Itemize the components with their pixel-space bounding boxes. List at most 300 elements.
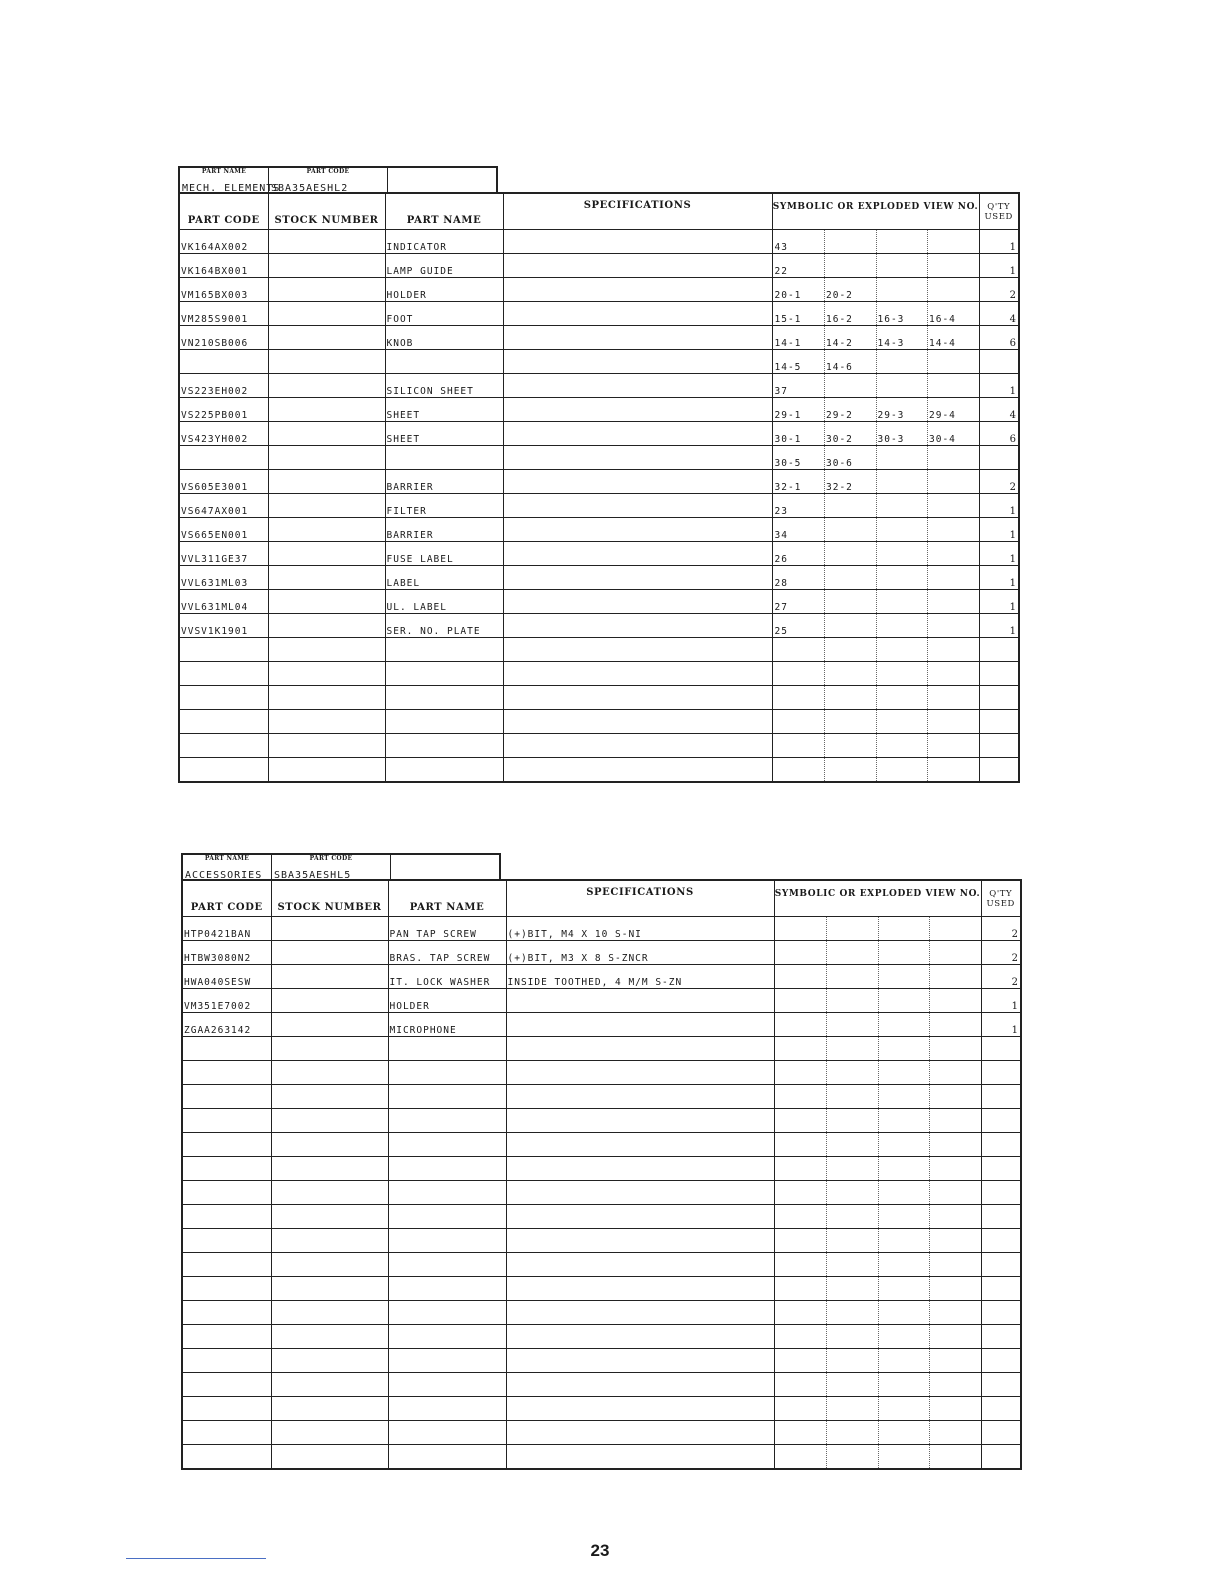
qty-used-cell: 4 bbox=[979, 398, 1019, 422]
view-no-entry bbox=[928, 662, 979, 685]
table-row bbox=[182, 1373, 1021, 1397]
view-no-entry: 20-2 bbox=[825, 278, 877, 301]
view-no-entry bbox=[879, 1133, 931, 1156]
qty-used-cell: 2 bbox=[979, 278, 1019, 302]
specifications-cell bbox=[503, 638, 772, 662]
stock-number-cell bbox=[271, 1397, 388, 1421]
view-no-entry bbox=[827, 989, 879, 1012]
col-symbolic-view-no: SYMBOLIC OR EXPLODED VIEW NO. bbox=[772, 193, 979, 230]
view-no-entry bbox=[827, 1205, 879, 1228]
symbolic-view-grid bbox=[774, 566, 979, 589]
symbolic-view-grid bbox=[774, 230, 979, 253]
view-no-entry bbox=[928, 518, 979, 541]
symbolic-view-grid bbox=[776, 1277, 981, 1300]
view-no-entry: 14-3 bbox=[877, 326, 929, 349]
stock-number-cell bbox=[271, 1013, 388, 1037]
stock-number-cell bbox=[271, 1109, 388, 1133]
view-no-entry bbox=[825, 542, 877, 565]
specifications-cell bbox=[506, 1373, 774, 1397]
symbolic-view-cell bbox=[772, 422, 979, 446]
symbolic-view-cell bbox=[774, 1325, 981, 1349]
view-no-entry bbox=[930, 1037, 981, 1060]
view-no-entry: 30-6 bbox=[825, 446, 877, 469]
view-no-entry: 32-2 bbox=[825, 470, 877, 493]
part-name-cell bbox=[385, 686, 503, 710]
qty-used-cell bbox=[979, 662, 1019, 686]
view-no-entry bbox=[827, 1253, 879, 1276]
stock-number-cell bbox=[271, 1229, 388, 1253]
specifications-cell bbox=[506, 1037, 774, 1061]
stock-number-cell bbox=[268, 350, 385, 374]
view-no-entry bbox=[928, 350, 979, 373]
symbolic-view-grid bbox=[774, 446, 979, 469]
table-row bbox=[182, 1253, 1021, 1277]
part-name-cell bbox=[388, 1301, 506, 1325]
specifications-cell bbox=[506, 1301, 774, 1325]
specifications-cell bbox=[506, 1325, 774, 1349]
qty-used-cell: 6 bbox=[979, 422, 1019, 446]
specifications-cell bbox=[506, 1061, 774, 1085]
table-row bbox=[179, 230, 1019, 254]
part-code-cell: VK164BX001 bbox=[179, 254, 268, 278]
qty-used-cell: 2 bbox=[981, 917, 1021, 941]
view-no-entry bbox=[879, 1253, 931, 1276]
symbolic-view-grid bbox=[776, 1133, 981, 1156]
view-no-entry: 29-1 bbox=[774, 398, 826, 421]
part-name-cell: HOLDER bbox=[385, 278, 503, 302]
view-no-entry bbox=[774, 662, 826, 685]
specifications-cell bbox=[503, 278, 772, 302]
part-code-cell bbox=[179, 710, 268, 734]
table-row bbox=[179, 494, 1019, 518]
col-specifications: SPECIFICATIONS bbox=[506, 880, 774, 917]
view-no-entry: 14-2 bbox=[825, 326, 877, 349]
table-row bbox=[179, 590, 1019, 614]
part-name-cell: LABEL bbox=[385, 566, 503, 590]
part-code-cell: HWA040SESW bbox=[182, 965, 271, 989]
specifications-cell bbox=[503, 230, 772, 254]
specifications-cell bbox=[506, 1421, 774, 1445]
table-row bbox=[182, 1037, 1021, 1061]
view-no-entry bbox=[877, 758, 929, 781]
view-no-entry bbox=[928, 566, 979, 589]
stock-number-cell bbox=[271, 1445, 388, 1470]
view-no-entry bbox=[879, 1205, 931, 1228]
view-no-entry bbox=[776, 941, 828, 964]
view-no-entry: 23 bbox=[774, 494, 826, 517]
part-name-cell: SER. NO. PLATE bbox=[385, 614, 503, 638]
symbolic-view-grid bbox=[774, 758, 979, 781]
symbolic-view-cell bbox=[774, 1037, 981, 1061]
part-name-cell bbox=[388, 1181, 506, 1205]
symbolic-view-cell bbox=[774, 917, 981, 941]
view-no-entry: 15-1 bbox=[774, 302, 826, 325]
view-no-entry: 22 bbox=[774, 254, 826, 277]
view-no-entry: 29-4 bbox=[929, 410, 956, 421]
view-no-entry: 16-4 bbox=[929, 314, 956, 325]
qty-used-cell bbox=[981, 1085, 1021, 1109]
specifications-cell bbox=[503, 734, 772, 758]
view-no-entry bbox=[827, 1397, 879, 1420]
symbolic-view-cell bbox=[772, 278, 979, 302]
view-no-entry bbox=[825, 734, 877, 757]
table-row bbox=[182, 1013, 1021, 1037]
footer-rule bbox=[126, 1558, 266, 1559]
qty-used-cell: 2 bbox=[979, 470, 1019, 494]
symbolic-view-grid bbox=[776, 1397, 981, 1420]
view-no-entry bbox=[877, 254, 929, 277]
view-no-entry bbox=[827, 1277, 879, 1300]
view-no-entry bbox=[827, 941, 879, 964]
view-no-entry bbox=[928, 590, 979, 613]
view-no-entry: 30-5 bbox=[774, 446, 826, 469]
table-row bbox=[182, 1085, 1021, 1109]
view-no-entry bbox=[776, 1061, 828, 1084]
table-row bbox=[179, 710, 1019, 734]
specifications-cell bbox=[503, 350, 772, 374]
view-no-entry bbox=[877, 542, 929, 565]
table-row bbox=[179, 254, 1019, 278]
view-no-entry bbox=[879, 1229, 931, 1252]
qty-label-line2: USED bbox=[984, 211, 1013, 222]
view-no-entry bbox=[928, 446, 979, 469]
part-code-cell bbox=[182, 1229, 271, 1253]
specifications-cell: (+)BIT, M3 X 8 S-ZNCR bbox=[506, 941, 774, 965]
part-code-cell bbox=[182, 1349, 271, 1373]
table-header-row bbox=[179, 193, 1019, 230]
qty-used-cell bbox=[981, 1373, 1021, 1397]
view-no-entry bbox=[825, 638, 877, 661]
part-name-cell bbox=[385, 350, 503, 374]
view-no-entry bbox=[827, 917, 879, 940]
symbolic-view-grid bbox=[776, 989, 981, 1012]
view-no-entry bbox=[827, 965, 879, 988]
symbolic-view-grid bbox=[774, 326, 979, 349]
symbolic-view-cell bbox=[772, 758, 979, 783]
qty-used-cell bbox=[981, 1253, 1021, 1277]
part-name-cell: FOOT bbox=[385, 302, 503, 326]
specifications-cell bbox=[506, 1205, 774, 1229]
symbolic-view-grid bbox=[774, 638, 979, 661]
part-name-cell: HOLDER bbox=[388, 989, 506, 1013]
stock-number-cell bbox=[268, 566, 385, 590]
specifications-cell bbox=[506, 1277, 774, 1301]
table-row bbox=[182, 1301, 1021, 1325]
view-no-entry bbox=[776, 1229, 828, 1252]
symbolic-view-cell bbox=[774, 941, 981, 965]
view-no-entry bbox=[928, 638, 979, 661]
qty-used-cell bbox=[981, 1157, 1021, 1181]
view-no-entry: 14-6 bbox=[825, 350, 877, 373]
view-no-entry bbox=[825, 710, 877, 733]
view-no-entry bbox=[776, 1109, 828, 1132]
part-name-caption: PART NAME bbox=[204, 855, 250, 862]
qty-used-cell: 1 bbox=[979, 542, 1019, 566]
symbolic-view-grid bbox=[774, 374, 979, 397]
view-no-entry bbox=[930, 1133, 981, 1156]
view-no-entry bbox=[877, 686, 929, 709]
part-name-cell: BARRIER bbox=[385, 470, 503, 494]
view-no-entry bbox=[776, 1397, 828, 1420]
view-no-entry bbox=[930, 989, 981, 1012]
specifications-cell bbox=[503, 758, 772, 783]
specifications-cell bbox=[503, 374, 772, 398]
part-code-cell: VVL311GE37 bbox=[179, 542, 268, 566]
part-code-cell bbox=[179, 734, 268, 758]
qty-used-cell bbox=[979, 350, 1019, 374]
part-name-cell bbox=[388, 1229, 506, 1253]
view-no-entry bbox=[879, 1373, 931, 1396]
view-no-entry bbox=[827, 1109, 879, 1132]
view-no-entry bbox=[877, 566, 929, 589]
view-no-entry bbox=[879, 1445, 931, 1468]
qty-used-cell: 6 bbox=[979, 326, 1019, 350]
table-header-row bbox=[182, 880, 1021, 917]
symbolic-view-grid bbox=[774, 734, 979, 757]
stock-number-cell bbox=[268, 758, 385, 783]
part-name-cell bbox=[385, 638, 503, 662]
stock-number-cell bbox=[271, 1085, 388, 1109]
part-code-cell: VM351E7002 bbox=[182, 989, 271, 1013]
part-code-cell bbox=[182, 1445, 271, 1470]
view-no-entry bbox=[930, 1229, 981, 1252]
part-name-cell bbox=[385, 662, 503, 686]
symbolic-view-cell bbox=[772, 494, 979, 518]
qty-used-cell bbox=[981, 1181, 1021, 1205]
table-row bbox=[182, 1277, 1021, 1301]
qty-used-cell bbox=[981, 1109, 1021, 1133]
part-name-cell bbox=[388, 1109, 506, 1133]
view-no-entry bbox=[776, 989, 828, 1012]
part-name-cell: MICROPHONE bbox=[388, 1013, 506, 1037]
table-row bbox=[182, 965, 1021, 989]
symbolic-view-cell bbox=[772, 302, 979, 326]
stock-number-cell bbox=[268, 374, 385, 398]
qty-label-line1: Q'TY bbox=[987, 201, 1011, 212]
table-row bbox=[182, 1397, 1021, 1421]
view-no-entry bbox=[930, 1277, 981, 1300]
view-no-entry bbox=[930, 1349, 981, 1372]
symbolic-view-cell bbox=[774, 965, 981, 989]
view-no-entry bbox=[827, 1157, 879, 1180]
part-code-cell bbox=[179, 638, 268, 662]
part-code-cell bbox=[182, 1181, 271, 1205]
specifications-cell bbox=[503, 710, 772, 734]
part-code-cell bbox=[182, 1133, 271, 1157]
view-no-entry bbox=[930, 917, 981, 940]
part-code-cell: HTP0421BAN bbox=[182, 917, 271, 941]
part-code-cell bbox=[179, 686, 268, 710]
view-no-entry bbox=[930, 1301, 981, 1324]
part-name-value: ACCESSORIES bbox=[185, 870, 263, 881]
view-no-entry bbox=[827, 1229, 879, 1252]
blank-header-cell bbox=[388, 168, 496, 194]
view-no-entry bbox=[930, 1157, 981, 1180]
view-no-entry bbox=[776, 1085, 828, 1108]
qty-used-cell: 2 bbox=[981, 941, 1021, 965]
specifications-cell bbox=[503, 446, 772, 470]
part-code-cell: VS647AX001 bbox=[179, 494, 268, 518]
specifications-cell bbox=[506, 1397, 774, 1421]
view-no-entry bbox=[879, 1037, 931, 1060]
part-name-cell bbox=[385, 758, 503, 783]
qty-label-line2: USED bbox=[986, 898, 1015, 909]
part-code-cell bbox=[182, 1373, 271, 1397]
view-no-entry bbox=[825, 662, 877, 685]
symbolic-view-cell bbox=[774, 1373, 981, 1397]
symbolic-view-cell bbox=[772, 710, 979, 734]
stock-number-cell bbox=[271, 1253, 388, 1277]
view-no-entry bbox=[774, 758, 826, 781]
stock-number-cell bbox=[268, 302, 385, 326]
view-no-entry bbox=[825, 518, 877, 541]
part-code-cell: VS605E3001 bbox=[179, 470, 268, 494]
symbolic-view-grid bbox=[776, 1325, 981, 1348]
view-no-entry bbox=[928, 278, 979, 301]
part-name-cell bbox=[388, 1085, 506, 1109]
part-name-cell: IT. LOCK WASHER bbox=[388, 965, 506, 989]
qty-used-cell bbox=[981, 1421, 1021, 1445]
symbolic-view-grid bbox=[774, 398, 979, 421]
part-name-cell: FILTER bbox=[385, 494, 503, 518]
stock-number-cell bbox=[268, 422, 385, 446]
qty-used-cell bbox=[981, 1061, 1021, 1085]
part-name-cell bbox=[388, 1157, 506, 1181]
view-no-entry bbox=[930, 1253, 981, 1276]
stock-number-cell bbox=[268, 734, 385, 758]
part-name-cell bbox=[388, 1253, 506, 1277]
qty-used-cell: 2 bbox=[981, 965, 1021, 989]
specifications-cell bbox=[503, 470, 772, 494]
symbolic-view-grid bbox=[776, 1109, 981, 1132]
part-name-cell bbox=[388, 1421, 506, 1445]
view-no-entry bbox=[877, 662, 929, 685]
symbolic-view-cell bbox=[772, 230, 979, 254]
view-no-entry: 37 bbox=[774, 374, 826, 397]
view-no-entry bbox=[879, 1157, 931, 1180]
specifications-cell bbox=[503, 398, 772, 422]
view-no-entry bbox=[877, 230, 929, 253]
part-code-header-cell bbox=[272, 855, 391, 881]
view-no-entry bbox=[930, 1205, 981, 1228]
table-row bbox=[179, 734, 1019, 758]
view-no-entry bbox=[930, 1181, 981, 1204]
view-no-entry bbox=[827, 1373, 879, 1396]
view-no-entry: 20-1 bbox=[774, 278, 826, 301]
symbolic-view-grid bbox=[774, 614, 979, 637]
view-no-entry bbox=[879, 941, 931, 964]
col-specifications: SPECIFICATIONS bbox=[503, 193, 772, 230]
view-no-entry bbox=[827, 1301, 879, 1324]
form-header-box bbox=[178, 166, 498, 194]
view-no-entry bbox=[879, 965, 931, 988]
qty-used-cell: 4 bbox=[979, 302, 1019, 326]
view-no-entry bbox=[879, 989, 931, 1012]
specifications-cell bbox=[506, 1349, 774, 1373]
symbolic-view-grid bbox=[776, 1373, 981, 1396]
table-row bbox=[182, 941, 1021, 965]
part-name-value: MECH. ELEMENTS bbox=[182, 183, 281, 194]
stock-number-cell bbox=[271, 1037, 388, 1061]
stock-number-cell bbox=[268, 470, 385, 494]
view-no-entry: 32-1 bbox=[774, 470, 826, 493]
view-no-entry bbox=[930, 1445, 981, 1468]
specifications-cell bbox=[506, 1133, 774, 1157]
part-name-cell: SHEET bbox=[385, 422, 503, 446]
symbolic-view-cell bbox=[772, 518, 979, 542]
stock-number-cell bbox=[271, 1277, 388, 1301]
stock-number-cell bbox=[271, 941, 388, 965]
symbolic-view-grid bbox=[776, 1181, 981, 1204]
view-no-entry: 25 bbox=[774, 614, 826, 637]
view-no-entry bbox=[930, 1109, 981, 1132]
table-row bbox=[179, 398, 1019, 422]
view-no-entry bbox=[776, 1133, 828, 1156]
part-code-value: SBA35AESHL5 bbox=[274, 870, 352, 881]
part-name-cell: PAN TAP SCREW bbox=[388, 917, 506, 941]
qty-used-cell: 1 bbox=[981, 1013, 1021, 1037]
view-no-entry: 29-2 bbox=[825, 398, 877, 421]
table-row bbox=[179, 566, 1019, 590]
view-no-entry bbox=[930, 965, 981, 988]
view-no-entry bbox=[928, 686, 979, 709]
qty-used-cell: 1 bbox=[981, 989, 1021, 1013]
specifications-cell bbox=[506, 1229, 774, 1253]
part-name-cell bbox=[388, 1037, 506, 1061]
symbolic-view-cell bbox=[774, 1445, 981, 1470]
stock-number-cell bbox=[271, 1205, 388, 1229]
part-code-caption: PART CODE bbox=[309, 855, 353, 862]
part-name-cell bbox=[388, 1205, 506, 1229]
specifications-cell bbox=[506, 1157, 774, 1181]
symbolic-view-cell bbox=[774, 1205, 981, 1229]
qty-used-cell bbox=[979, 710, 1019, 734]
view-no-entry bbox=[776, 1181, 828, 1204]
view-no-entry bbox=[879, 1349, 931, 1372]
table-row bbox=[182, 1133, 1021, 1157]
symbolic-view-grid bbox=[776, 1157, 981, 1180]
part-name-cell: SHEET bbox=[385, 398, 503, 422]
qty-used-cell: 1 bbox=[979, 254, 1019, 278]
view-no-entry bbox=[774, 734, 826, 757]
symbolic-view-cell bbox=[772, 566, 979, 590]
symbolic-view-grid bbox=[776, 1061, 981, 1084]
part-code-cell bbox=[182, 1157, 271, 1181]
stock-number-cell bbox=[268, 326, 385, 350]
qty-used-cell bbox=[981, 1301, 1021, 1325]
table-row bbox=[179, 422, 1019, 446]
symbolic-view-cell bbox=[774, 1013, 981, 1037]
specifications-cell bbox=[506, 1253, 774, 1277]
qty-used-cell bbox=[979, 446, 1019, 470]
view-no-entry bbox=[930, 941, 981, 964]
part-code-cell: VS423YH002 bbox=[179, 422, 268, 446]
stock-number-cell bbox=[271, 965, 388, 989]
table-row bbox=[182, 1109, 1021, 1133]
view-no-entry bbox=[930, 1013, 981, 1036]
symbolic-view-grid bbox=[774, 470, 979, 493]
stock-number-cell bbox=[271, 1349, 388, 1373]
view-no-entry: 16-3 bbox=[877, 302, 929, 325]
table-row bbox=[182, 1061, 1021, 1085]
view-no-entry bbox=[930, 1421, 981, 1444]
part-code-cell: VVL631ML03 bbox=[179, 566, 268, 590]
part-code-cell bbox=[182, 1277, 271, 1301]
symbolic-view-grid bbox=[774, 278, 979, 301]
part-code-caption: PART CODE bbox=[306, 168, 350, 175]
view-no-entry bbox=[930, 1373, 981, 1396]
symbolic-view-grid bbox=[774, 518, 979, 541]
